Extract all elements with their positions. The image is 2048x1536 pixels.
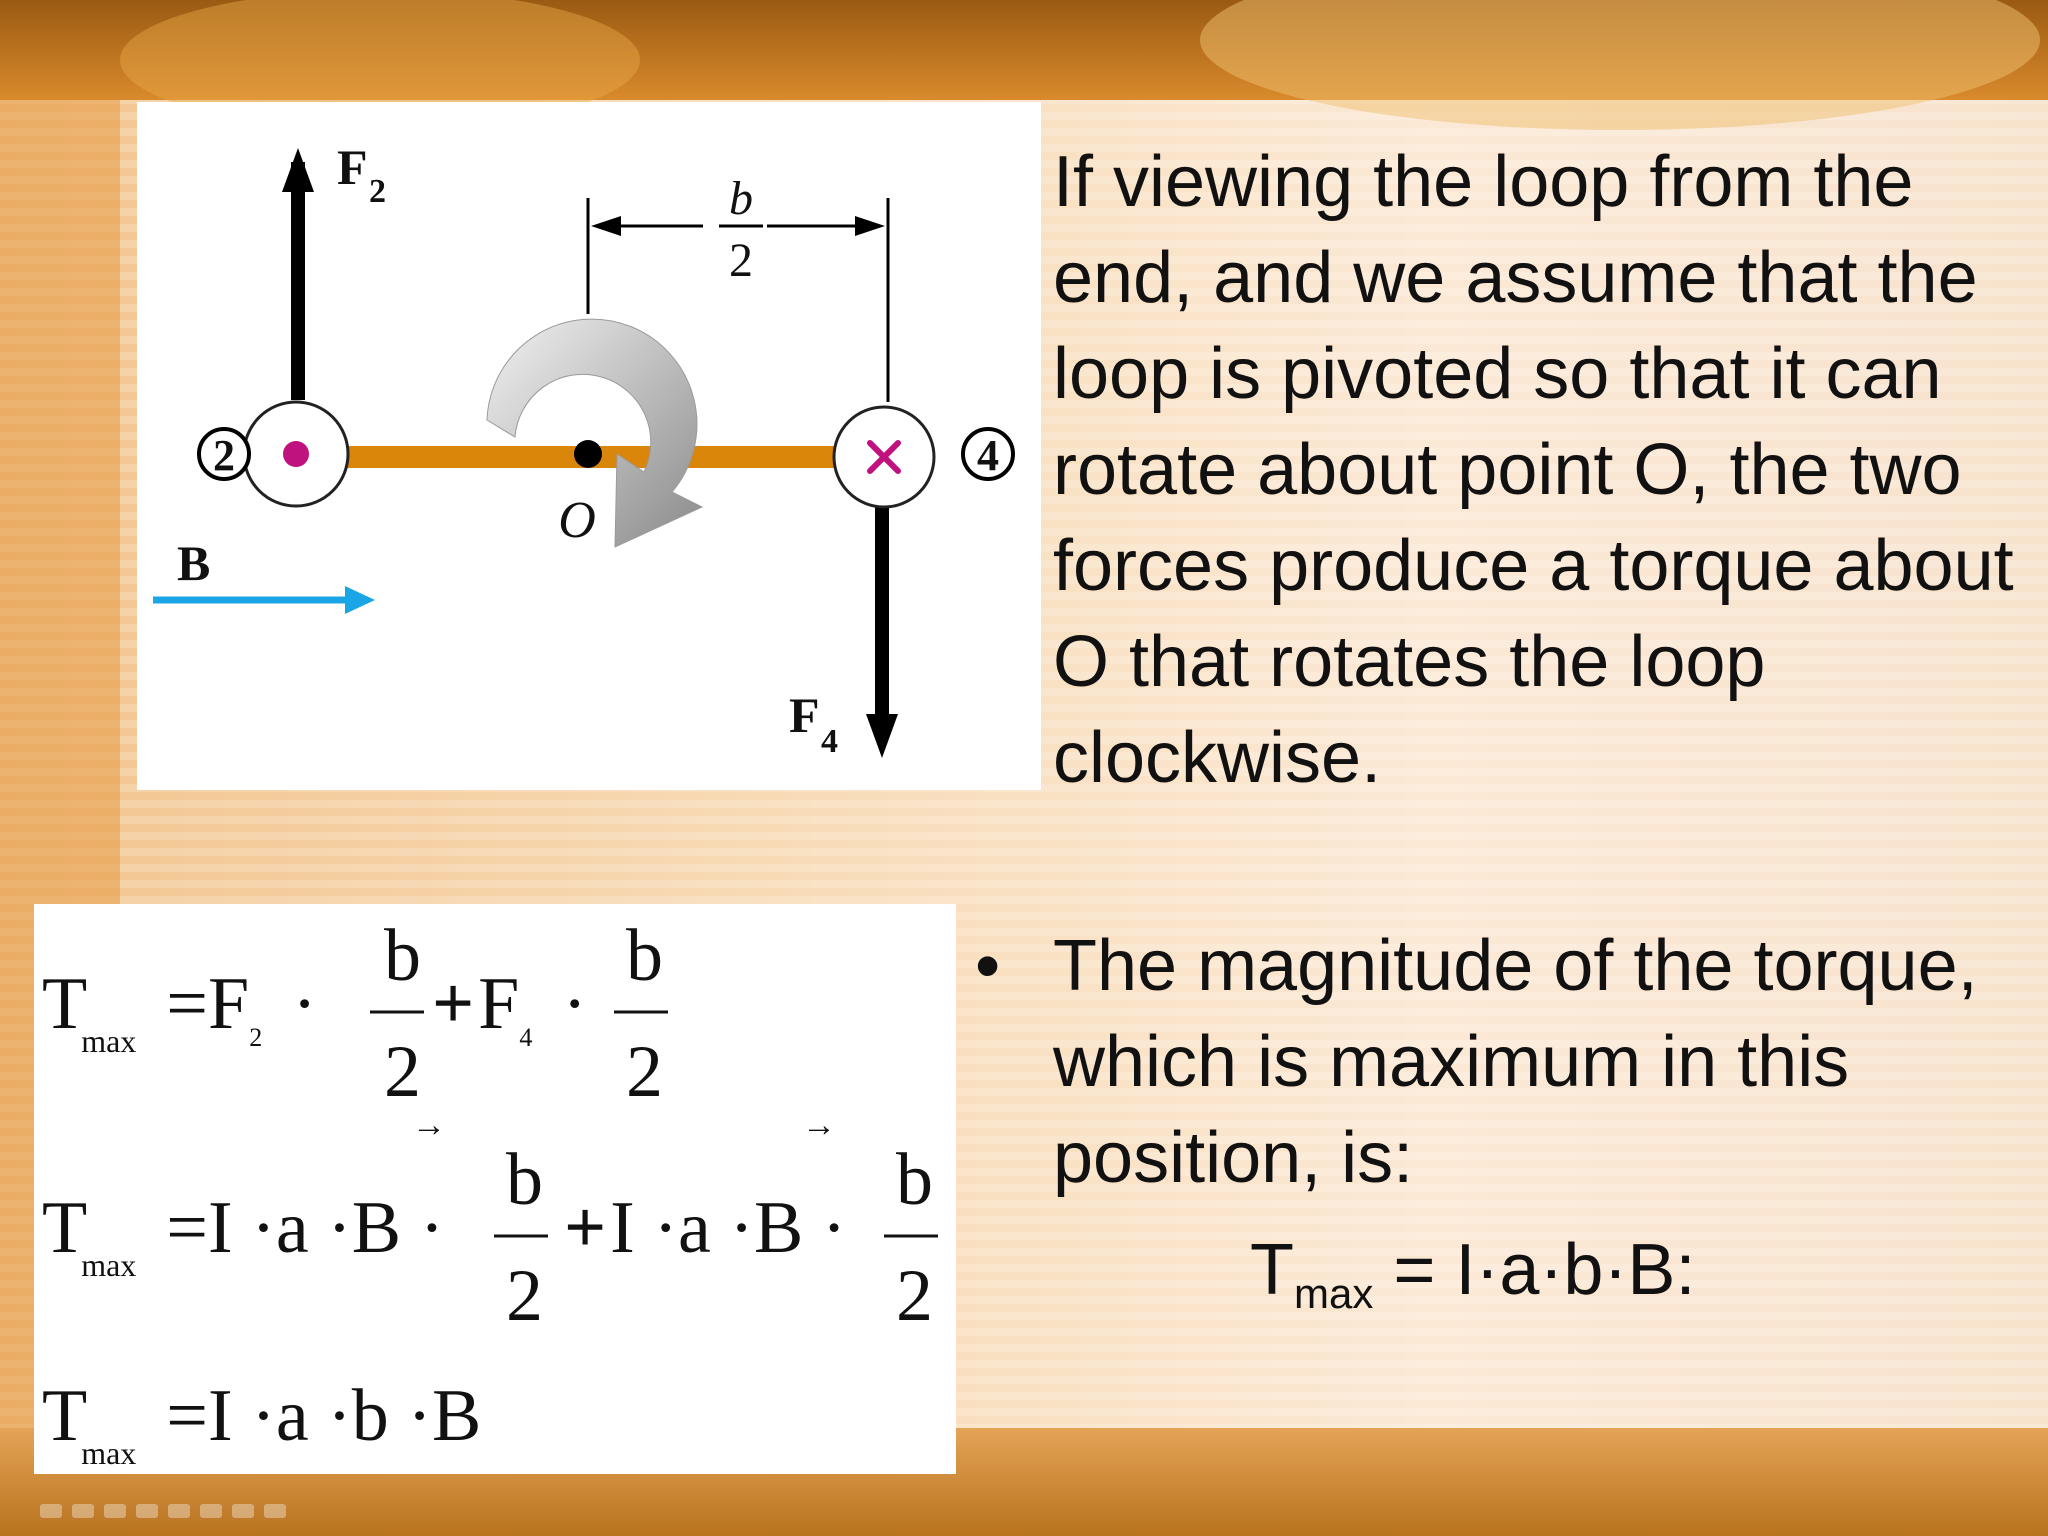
dimension-arrowhead-left xyxy=(591,216,621,236)
equation-2-frac2-num: b xyxy=(896,1139,933,1221)
equation-1-plus-f4: $+F_4$ · xyxy=(432,963,587,1052)
pivot-point xyxy=(574,440,602,468)
torque-formula xyxy=(1250,1222,1695,1342)
equation-2-vector-arrow-2: → xyxy=(802,1107,836,1144)
point-2-label: 2 xyxy=(213,431,235,480)
equation-1-frac1-num: b xyxy=(384,915,421,997)
equation-2-frac2-den: 2 xyxy=(896,1255,933,1337)
explanation-paragraph: If viewing the loop from the end, and we assume that the loop is pivoted so that it can rotate about point O, the two forces produce a torque about O that rotates the loop clockwise. xyxy=(1053,142,2014,798)
force-2-arrowhead xyxy=(282,148,314,192)
force-2-sub: 2 xyxy=(369,173,386,210)
force-4-sub: 4 xyxy=(821,723,838,760)
equation-2-frac1-num: b xyxy=(506,1139,543,1221)
equation-2-vector-arrow-1: → xyxy=(412,1107,446,1144)
equation-1-frac2-num: b xyxy=(626,915,663,997)
bullet-text: The magnitude of the torque, which is maximum in this position, is: xyxy=(1053,926,1978,1198)
force-4-label: F xyxy=(789,687,820,743)
field-arrowhead xyxy=(345,586,375,614)
dimension-numerator: b xyxy=(729,172,753,225)
loop-wire xyxy=(267,446,879,468)
formula-rhs: = I·a·b·B: xyxy=(1373,1230,1696,1310)
torque-equations-panel xyxy=(34,904,956,1474)
formula-symbol: T xyxy=(1250,1230,1294,1310)
formula-subscript: max xyxy=(1293,1270,1374,1317)
equations-svg xyxy=(34,904,956,1474)
field-label: B xyxy=(177,535,211,591)
bullet-marker: • xyxy=(975,926,1001,1006)
equation-3: Tmax =I ·a ·b ·B xyxy=(42,1375,482,1471)
equation-2-frac1-den: 2 xyxy=(506,1255,543,1337)
force-2-label: F xyxy=(337,139,368,195)
pivot-label: O xyxy=(558,492,596,549)
diagram-svg xyxy=(137,102,1041,790)
loop-end-view-diagram xyxy=(137,102,1041,790)
dimension-arrowhead-right xyxy=(855,216,885,236)
equation-2: Tmax =I ·a ·B · xyxy=(42,1187,445,1283)
force-4-arrowhead xyxy=(866,714,898,758)
equation-1: $Tmax =F_2$ · xyxy=(42,963,317,1059)
equation-1-frac2-den: 2 xyxy=(626,1031,663,1113)
dimension-denominator: 2 xyxy=(729,234,753,287)
equation-1-frac1-den: 2 xyxy=(384,1031,421,1113)
equation-2-plus-term: +I ·a ·B · xyxy=(564,1187,847,1269)
out-of-page-dot-icon xyxy=(283,441,309,467)
point-4-label: 4 xyxy=(977,431,999,480)
